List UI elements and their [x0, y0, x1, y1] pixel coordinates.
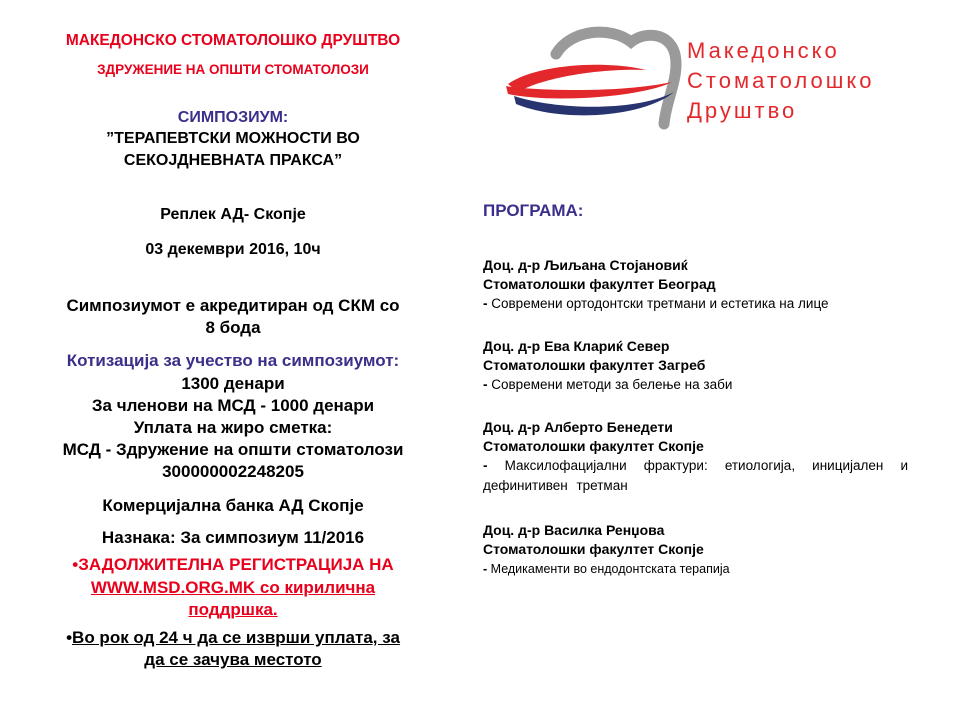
symposium-title-line1: ”ТЕРАПЕВТСКИ МОЖНОСТИ ВО [106, 130, 360, 147]
speaker-name: Доц. д-р Љиљана Стојановиќ [483, 257, 688, 273]
speaker-name: Доц. д-р Алберто Бенедети [483, 419, 673, 435]
registration-link[interactable]: WWW.MSD.ORG.MK [90, 578, 256, 597]
account-holder: МСД - Здружение на општи стоматолози [62, 440, 404, 459]
symposium-label: СИМПОЗИУМ: [177, 109, 289, 126]
speaker-topic: - Современи методи за белење на заби [483, 377, 733, 392]
registration-line3: поддршка. [188, 600, 278, 619]
logo-text-line3: Друштво [687, 98, 798, 123]
registration-line1 [0, 555, 466, 575]
deadline-bullet: • [66, 628, 73, 647]
deadline-line1 [0, 628, 466, 648]
sponsor: Реплек АД- Скопје [160, 206, 306, 223]
program-item [483, 337, 913, 395]
accreditation-line1: Симпозиумот е акредитиран од СКМ со [66, 296, 400, 315]
registration-text: ЗАДОЛЖИТЕЛНА РЕГИСТРАЦИЈА НА [78, 555, 394, 574]
speaker-faculty: Стоматолошки факултет Београд [483, 276, 716, 292]
program-item [483, 256, 913, 314]
program-item [483, 521, 913, 579]
event-date: 03 декември 2016, 10ч [145, 241, 321, 258]
program-item [483, 418, 913, 496]
logo-text-line1: Македонско [687, 38, 840, 63]
bank-name: Комерцијална банка АД Скопје [102, 496, 364, 515]
speaker-faculty: Стоматолошки факултет Скопје [483, 438, 704, 454]
logo-text-line2: Стоматолошко [687, 68, 875, 93]
payment-reference: Назнака: За симпозиум 11/2016 [101, 528, 365, 547]
speaker-faculty: Стоматолошки факултет Загреб [483, 357, 706, 373]
account-number: 300000002248205 [162, 462, 304, 481]
registration-rest: со кирилична [255, 578, 376, 597]
speaker-name: Доц. д-р Василка Ренџова [483, 522, 665, 538]
registration-bullet: • [72, 555, 79, 574]
speaker-name: Доц. д-р Ева Клариќ Север [483, 338, 670, 354]
payment-label: Уплата на жиро сметка: [133, 418, 333, 437]
registration-line2 [0, 578, 466, 598]
speaker-topic: - Медикаменти во ендодонтската терапија [483, 562, 730, 576]
speaker-topic: - Максилофацијални фрактури: етиологија, иницијален и дефинитивен третман [483, 458, 908, 493]
speaker-topic: - Современи ортодонтски третмани и естетика на лице [483, 296, 829, 311]
deadline-line2: да се зачува местото [144, 650, 322, 669]
fee-heading: Котизација за учество на симпозиумот: [66, 351, 400, 370]
accreditation-line2: 8 бода [205, 318, 261, 337]
deadline-text: Во рок од 24 ч да се изврши уплата, за [72, 628, 400, 647]
symposium-title-line2: СЕКОЈДНЕВНАТА ПРАКСА” [123, 152, 343, 169]
section-name: ЗДРУЖЕНИЕ НА ОПШТИ СТОМАТОЛОЗИ [97, 62, 369, 77]
speaker-faculty: Стоматолошки факултет Скопје [483, 541, 704, 557]
fee-members: За членови на МСД - 1000 денари [91, 396, 375, 415]
org-name: МАКЕДОНСКО СТОМАТОЛОШКО ДРУШТВО [65, 32, 401, 49]
fee-price: 1300 денари [181, 374, 285, 393]
program-title: ПРОГРАМА: [483, 201, 584, 220]
